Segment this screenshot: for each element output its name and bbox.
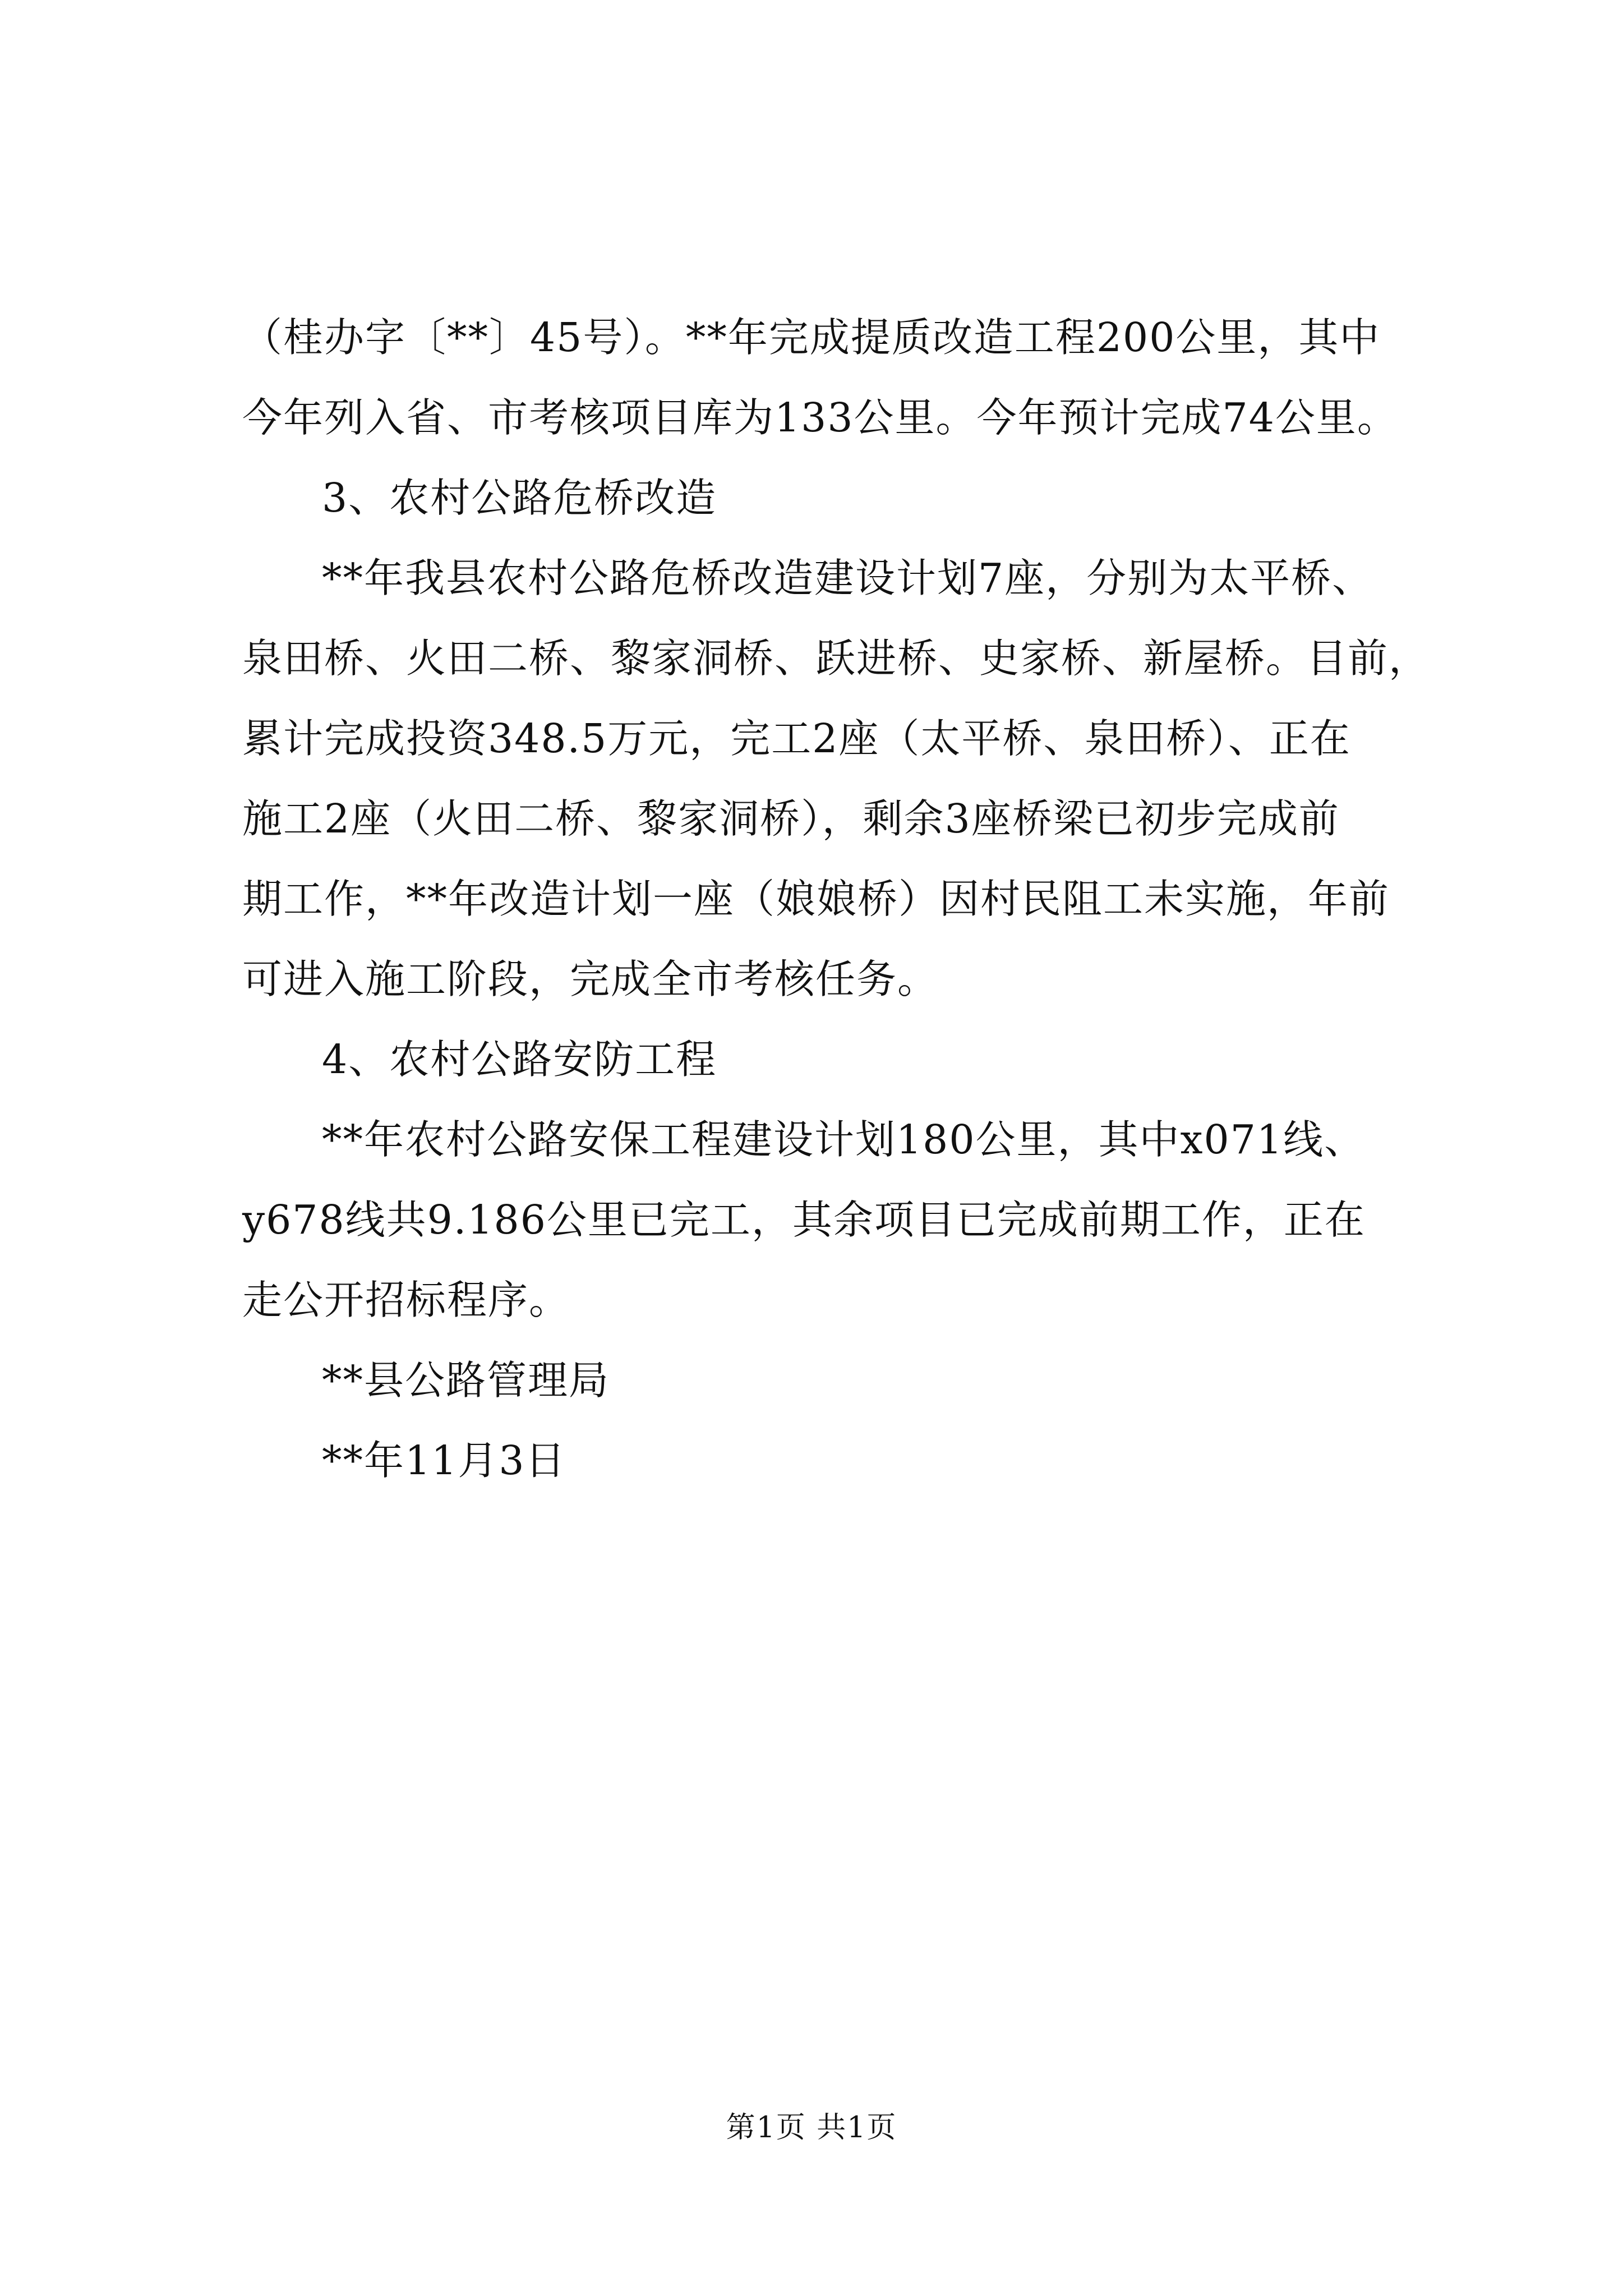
body-line: y678线共9.186公里已完工，其余项目已完成前期工作，正在 <box>242 1197 1366 1243</box>
body-line: 期工作，**年改造计划一座（娘娘桥）因村民阻工未实施，年前 <box>242 876 1390 922</box>
body-line: 可进入施工阶段，完成全市考核任务。 <box>242 956 939 1002</box>
body-line: 走公开招标程序。 <box>242 1277 570 1323</box>
page-number-footer: 第1页 共1页 <box>726 2111 897 2145</box>
section-heading: 4、农村公路安防工程 <box>322 1036 717 1083</box>
section-heading: 3、农村公路危桥改造 <box>322 475 717 521</box>
body-line: 泉田桥、火田二桥、黎家洞桥、跃进桥、史家桥、新屋桥。目前， <box>242 635 1430 682</box>
signature-organization: **县公路管理局 <box>322 1357 610 1404</box>
body-line: （桂办字〔**〕45号）。**年完成提质改造工程200公里，其中 <box>242 314 1381 361</box>
body-line: 累计完成投资348.5万元，完工2座（太平桥、泉田桥）、正在 <box>242 715 1351 762</box>
body-line: **年农村公路安保工程建设计划180公里，其中x071线、 <box>322 1116 1366 1163</box>
body-line: 施工2座（火田二桥、黎家洞桥），剩余3座桥梁已初步完成前 <box>242 795 1340 842</box>
body-line: 今年列入省、市考核项目库为133公里。今年预计完成74公里。 <box>242 394 1398 441</box>
document-body <box>242 297 1437 1501</box>
signature-date: **年11月3日 <box>322 1437 566 1484</box>
body-line: **年我县农村公路危桥改造建设计划7座，分别为太平桥、 <box>322 555 1373 601</box>
